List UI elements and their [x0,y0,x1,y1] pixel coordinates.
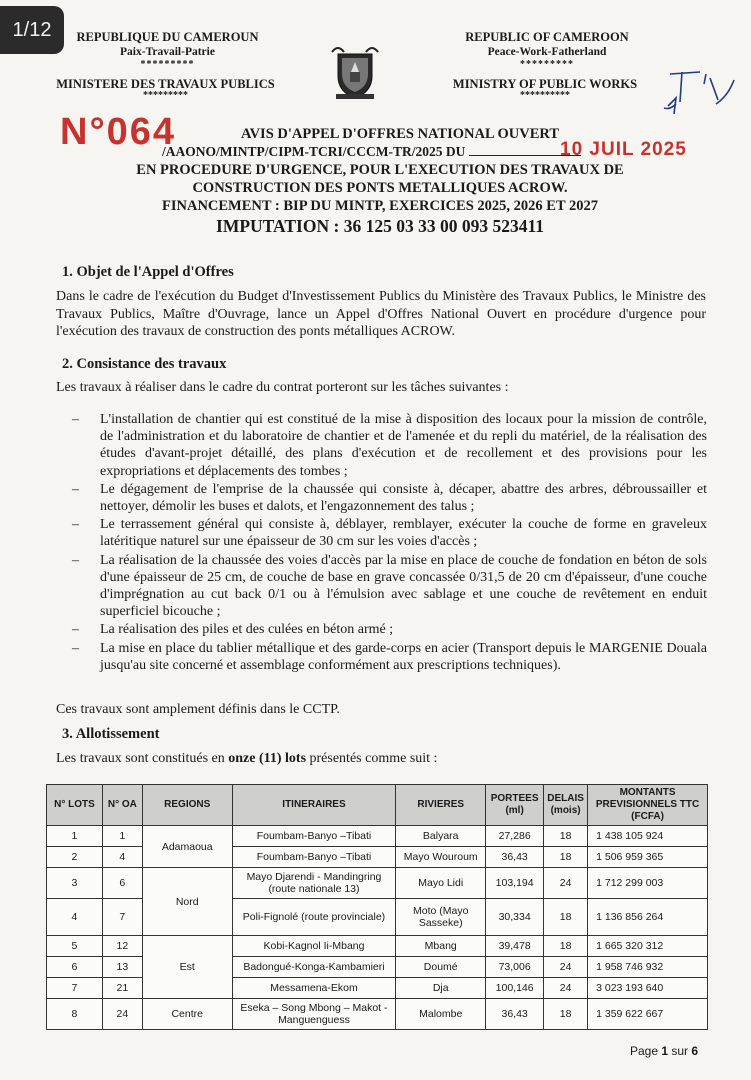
section-3-title: 3. Allotissement [62,726,160,742]
cell-riviere: Mayo Wouroum [396,847,486,868]
cell-montant: 1 506 959 365 [588,847,708,868]
cell-lot: 4 [47,899,103,936]
cell-montant: 1 136 856 264 [588,899,708,936]
cell-itineraire: Poli-Fignolé (route provinciale) [232,899,396,936]
cell-lot: 5 [47,936,103,957]
cell-delai: 18 [544,899,588,936]
stars-en-2: ********** [520,90,570,101]
title-line-1: AVIS D'APPEL D'OFFRES NATIONAL OUVERT [240,126,559,142]
cell-delai: 18 [544,847,588,868]
cell-oa: 21 [102,978,142,999]
table-header-row [47,785,708,826]
header-left [55,30,280,70]
title-imputation: IMPUTATION : 36 125 03 33 00 093 523411 [216,216,544,236]
col-header-lots: N° LOTS [47,785,103,826]
cell-montant: 1 958 746 932 [588,957,708,978]
section-1-title: 1. Objet de l'Appel d'Offres [62,264,234,280]
section-2-intro: Les travaux à réaliser dans le cadre du contrat porteront sur les tâches suivantes : [56,380,509,395]
cell-montant: 1 665 320 312 [588,936,708,957]
cell-riviere: Dja [396,978,486,999]
page-counter-badge: 1/12 [0,6,64,54]
cell-delai: 18 [544,826,588,847]
cell-itineraire: Badongué-Konga-Kambamieri [232,957,396,978]
cell-oa: 1 [102,826,142,847]
cell-portee: 36,43 [486,847,544,868]
date-blank-line [469,143,581,156]
stars-en: ********* [520,59,574,70]
country-fr: REPUBLIQUE DU CAMEROUN [76,30,259,44]
cell-portee: 39,478 [486,936,544,957]
col-header-itineraires: ITINERAIRES [232,785,396,826]
lots-count: onze (11) lots [228,751,307,766]
ministry-fr-block [48,77,283,101]
list-item: – Le terrassement général qui consiste à, déblayer, remblayer, exécuter la couche de forme en graveleux latéritique naturel sur une épaisseur de 30 cm sur les voies d'accès ; [72,516,707,550]
col-header-delais: DELAIS (mois) [544,785,588,826]
page-footer: Page 1 sur 6 [630,1044,699,1058]
cell-itineraire: Foumbam-Banyo –Tibati [232,847,396,868]
cell-itineraire: Messamena-Ekom [232,978,396,999]
cell-lot: 7 [47,978,103,999]
cell-delai: 24 [544,978,588,999]
cell-portee: 73,006 [486,957,544,978]
ministry-en-block [445,77,645,101]
table-row [47,868,708,899]
cell-region: Adamaoua [142,826,232,868]
col-header-portees: PORTEES (ml) [486,785,544,826]
list-item: – L'installation de chantier qui est constitué de la mise à disposition des locaux pour la mission de contrôle, de l'administration et du laboratoire de chantier et de l'amenée et du repli du matériel, de la réalisation des études d'avant-projet détaillé, des plans d'exécution et de recollement et des provisions pour les expropriations et déplacements des tombes ; [72,411,707,480]
stars-fr: ********* [140,59,195,70]
col-header-montants: MONTANTS PREVISIONNELS TTC (FCFA) [588,785,708,826]
cell-riviere: Malombe [396,999,486,1030]
cell-oa: 13 [102,957,142,978]
section-2-outro: Ces travaux sont amplement définis dans le CCTP. [56,702,340,717]
cell-portee: 36,43 [486,999,544,1030]
motto-en: Peace-Work-Fatherland [487,46,607,58]
lots-table [46,784,708,1030]
cell-lot: 2 [47,847,103,868]
cell-itineraire: Eseka – Song Mbong – Makot - Manguenguess [232,999,396,1030]
cell-region: Centre [142,999,232,1030]
table-row [47,826,708,847]
list-item: – La réalisation de la chaussée des voies d'accès par la mise en place de couche de fondation en béton de sols d'une épaisseur de 25 cm, de couche de base en grave concassée 0/31,5 de 20 cm d'épaisseur, d'une couche d'imprégnation au cut back 0/1 ou à l'émulsion avec sablage et une couche de revêtement en enduit superficiel bicouche ; [72,552,707,621]
cell-riviere: Balyara [396,826,486,847]
cell-oa: 7 [102,899,142,936]
cell-oa: 4 [102,847,142,868]
cell-delai: 18 [544,999,588,1030]
table-row [47,936,708,957]
cell-riviere: Moto (Mayo Sasseke) [396,899,486,936]
list-item: – La mise en place du tablier métallique et des garde-corps en acier (Transport depuis le MARGENIE Douala jusqu'au site concerné et assemblage conformément aux prescriptions techniques). [72,640,707,674]
cell-portee: 103,194 [486,868,544,899]
cell-lot: 8 [47,999,103,1030]
cell-montant: 1 359 622 667 [588,999,708,1030]
ministry-fr: MINISTERE DES TRAVAUX PUBLICS [56,77,275,91]
cell-oa: 12 [102,936,142,957]
col-header-rivieres: RIVIERES [396,785,486,826]
table-row [47,999,708,1030]
cell-region: Nord [142,868,232,936]
stamp-date: 10 JUIL 2025 [560,139,687,160]
motto-fr: Paix-Travail-Patrie [120,46,215,58]
section-3-intro: Les travaux sont constitués en onze (11) lots présentés comme suit : [56,751,438,766]
stars-fr-2: ********* [143,90,188,101]
cell-delai: 18 [544,936,588,957]
cell-itineraire: Kobi-Kagnol Ii-Mbang [232,936,396,957]
works-list [72,411,707,675]
cell-portee: 30,334 [486,899,544,936]
stamp-number: N°064 [60,111,177,153]
ministry-en: MINISTRY OF PUBLIC WORKS [452,77,638,91]
cell-lot: 1 [47,826,103,847]
cell-montant: 1 438 105 924 [588,826,708,847]
title-line-5: FINANCEMENT : BIP DU MINTP, EXERCICES 2025, 2026 ET 2027 [162,198,598,214]
cell-riviere: Doumé [396,957,486,978]
cell-delai: 24 [544,868,588,899]
title-ref: /AAONO/MINTP/CIPM-TCRI/CCCM-TR/2025 DU [162,144,466,159]
cell-riviere: Mbang [396,936,486,957]
cell-region: Est [142,936,232,999]
cell-montant: 1 712 299 003 [588,868,708,899]
title-block [60,125,700,235]
cell-portee: 100,146 [486,978,544,999]
title-line-3: EN PROCEDURE D'URGENCE, POUR L'EXECUTION DES TRAVAUX DE [136,162,624,178]
coat-of-arms-icon [330,42,380,102]
cell-portee: 27,286 [486,826,544,847]
title-line-4: CONSTRUCTION DES PONTS METALLIQUES ACROW. [192,180,568,196]
title-line-2 [60,143,700,161]
col-header-regions: REGIONS [142,785,232,826]
country-en: REPUBLIC OF CAMEROON [465,30,629,44]
section-1-text: Dans le cadre de l'exécution du Budget d'Investissement Publics du Ministère des Travaux Publics, le Ministre des Travaux Publics, Maître d'Ouvrage, lance un Appel d'Offres National Ouvert en procédure d'urgence pour l'exécution des travaux de construction des ponts métalliques ACROW. [56,289,706,339]
cell-montant: 3 023 193 640 [588,978,708,999]
footer-total: 6 [691,1044,699,1058]
cell-oa: 24 [102,999,142,1030]
cell-lot: 3 [47,868,103,899]
cell-itineraire: Mayo Djarendi - Mandingring (route nationale 13) [232,868,396,899]
cell-riviere: Mayo Lidi [396,868,486,899]
list-item: – La réalisation des piles et des culées en béton armé ; [72,621,707,638]
cell-delai: 24 [544,957,588,978]
section-2-title: 2. Consistance des travaux [62,356,227,372]
col-header-oa: N° OA [102,785,142,826]
cell-oa: 6 [102,868,142,899]
header-right [452,30,642,70]
cell-lot: 6 [47,957,103,978]
list-item: – Le dégagement de l'emprise de la chaussée qui consiste à, décaper, abattre des arbres, débroussailler et nettoyer, démolir les buses et dalots, et l'engazonnement des talus ; [72,481,707,515]
cell-itineraire: Foumbam-Banyo –Tibati [232,826,396,847]
footer-page: 1 [661,1044,669,1058]
